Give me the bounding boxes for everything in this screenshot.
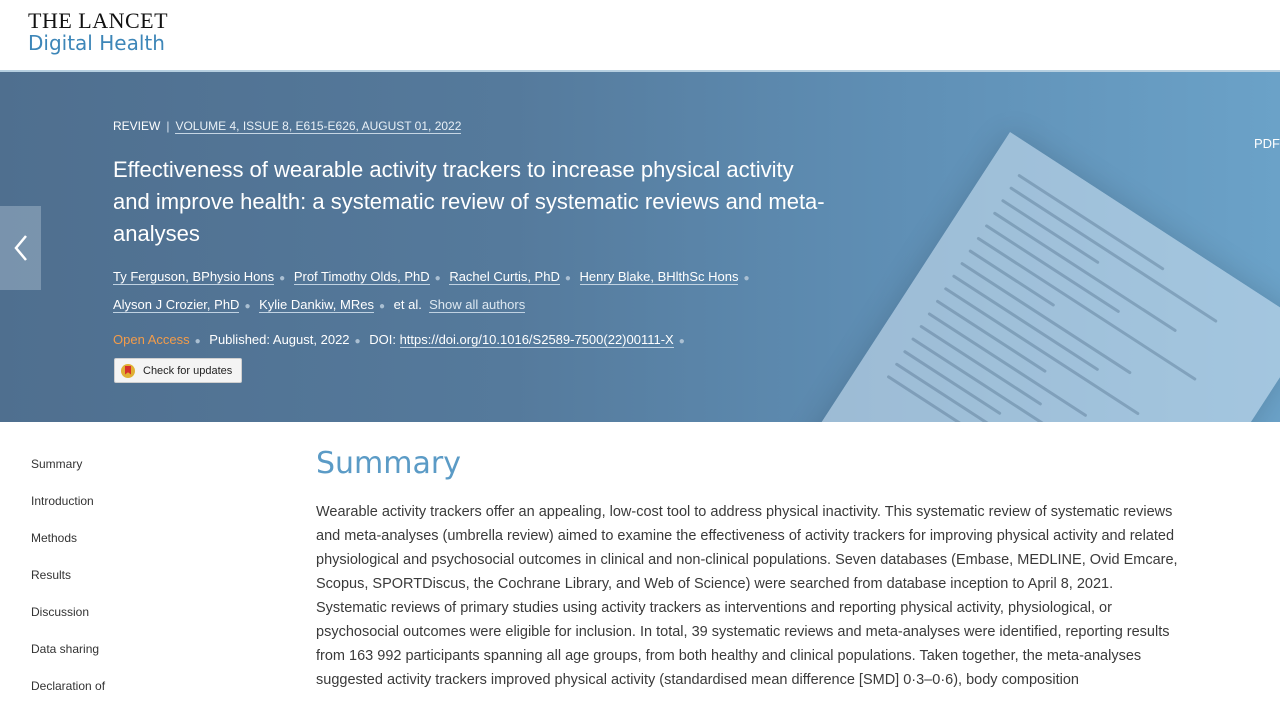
- publication-info: Open Access ● Published: August, 2022 ● DOI: https://doi.org/10.1016/S2589-7500(22)00111-X ●: [113, 332, 685, 347]
- section-nav: [31, 456, 105, 715]
- author-list: Ty Ferguson, BPhysio Hons ● Prof Timothy Olds, PhD ● Rachel Curtis, PhD ● Henry Blake, BHlthSc Hons ● Alyson J Crozier, PhD ● Kylie Dankiw, MRes ● et al. Show all authors: [113, 269, 750, 312]
- article-title: Effectiveness of wearable activity trackers to increase physical activity and improve health: a systematic review of systematic reviews and meta-analyses: [113, 157, 825, 246]
- journal-logo-line2[interactable]: Digital Health: [28, 31, 165, 55]
- cover-paper-illustration: [803, 132, 1280, 422]
- open-access-badge: Open Access: [113, 332, 190, 347]
- author-link[interactable]: Henry Blake, BHlthSc Hons: [579, 269, 739, 284]
- et-al-text: et al.: [393, 297, 422, 312]
- nav-item-discussion[interactable]: Discussion: [31, 605, 90, 619]
- nav-item-summary[interactable]: Summary: [31, 457, 83, 471]
- section-heading: Summary: [316, 446, 461, 481]
- nav-item-declaration[interactable]: Declaration of: [31, 679, 106, 693]
- journal-logo-line1[interactable]: THE LANCET: [28, 8, 169, 33]
- check-for-updates-button[interactable]: [114, 358, 242, 383]
- author-link[interactable]: Prof Timothy Olds, PhD: [293, 269, 430, 284]
- nav-item-methods[interactable]: Methods: [31, 531, 78, 545]
- chevron-left-icon: [13, 234, 29, 262]
- author-link[interactable]: Rachel Curtis, PhD: [449, 269, 560, 284]
- nav-item-results[interactable]: Results: [31, 568, 72, 582]
- show-all-authors-link[interactable]: Show all authors: [429, 297, 526, 312]
- article-type: REVIEW: [113, 119, 161, 133]
- doi-label: DOI:: [369, 332, 396, 347]
- nav-item-introduction[interactable]: Introduction: [31, 494, 94, 508]
- pdf-link[interactable]: PDF: [1254, 136, 1280, 151]
- author-link[interactable]: Alyson J Crozier, PhD: [113, 297, 240, 312]
- published-date: August, 2022: [272, 332, 350, 347]
- volume-issue-link[interactable]: VOLUME 4, ISSUE 8, E615-E626, AUGUST 01, 2022: [175, 119, 462, 133]
- article-meta: REVIEW | VOLUME 4, ISSUE 8, E615-E626, AUGUST 01, 2022: [113, 119, 462, 133]
- nav-item-data-sharing[interactable]: Data sharing: [31, 642, 100, 656]
- site-header: [0, 0, 1280, 70]
- article-hero: [0, 72, 1280, 422]
- published-label: Published:: [209, 332, 270, 347]
- abstract-text: Wearable activity trackers offer an appealing, low-cost tool to address physical inactivity. This systematic review of systematic reviews and meta-analyses (umbrella review) aimed to examine the effectiveness of activity trackers for improving physical activity and related physiological and psychosocial outcomes in clinical and non-clinical populations. Seven databases (Embase, MEDLINE, Ovid Emcare, Scopus, SPORTDiscus, the Cochrane Library, and Web of Science) were searched from database inception to April 8, 2021. Systematic reviews of primary studies using activity trackers as interventions and reporting physical activity, physiological, or psychosocial outcomes were eligible for inclusion. In total, 39 systematic reviews and meta-analyses were identified, reporting results from 163 992 participants spanning all age groups, from both healthy and clinical populations. Taken together, the meta-analyses suggested activity trackers improved physical activity (standardised mean difference [SMD] 0·3–0·6), body composition: [316, 504, 1178, 688]
- author-link[interactable]: Ty Ferguson, BPhysio Hons: [113, 269, 275, 284]
- previous-article-button[interactable]: [0, 206, 41, 290]
- doi-link[interactable]: https://doi.org/10.1016/S2589-7500(22)00111-X: [399, 332, 674, 347]
- check-for-updates-label: Check for updates: [143, 364, 233, 377]
- author-link[interactable]: Kylie Dankiw, MRes: [259, 297, 374, 312]
- crossmark-icon: [121, 364, 135, 378]
